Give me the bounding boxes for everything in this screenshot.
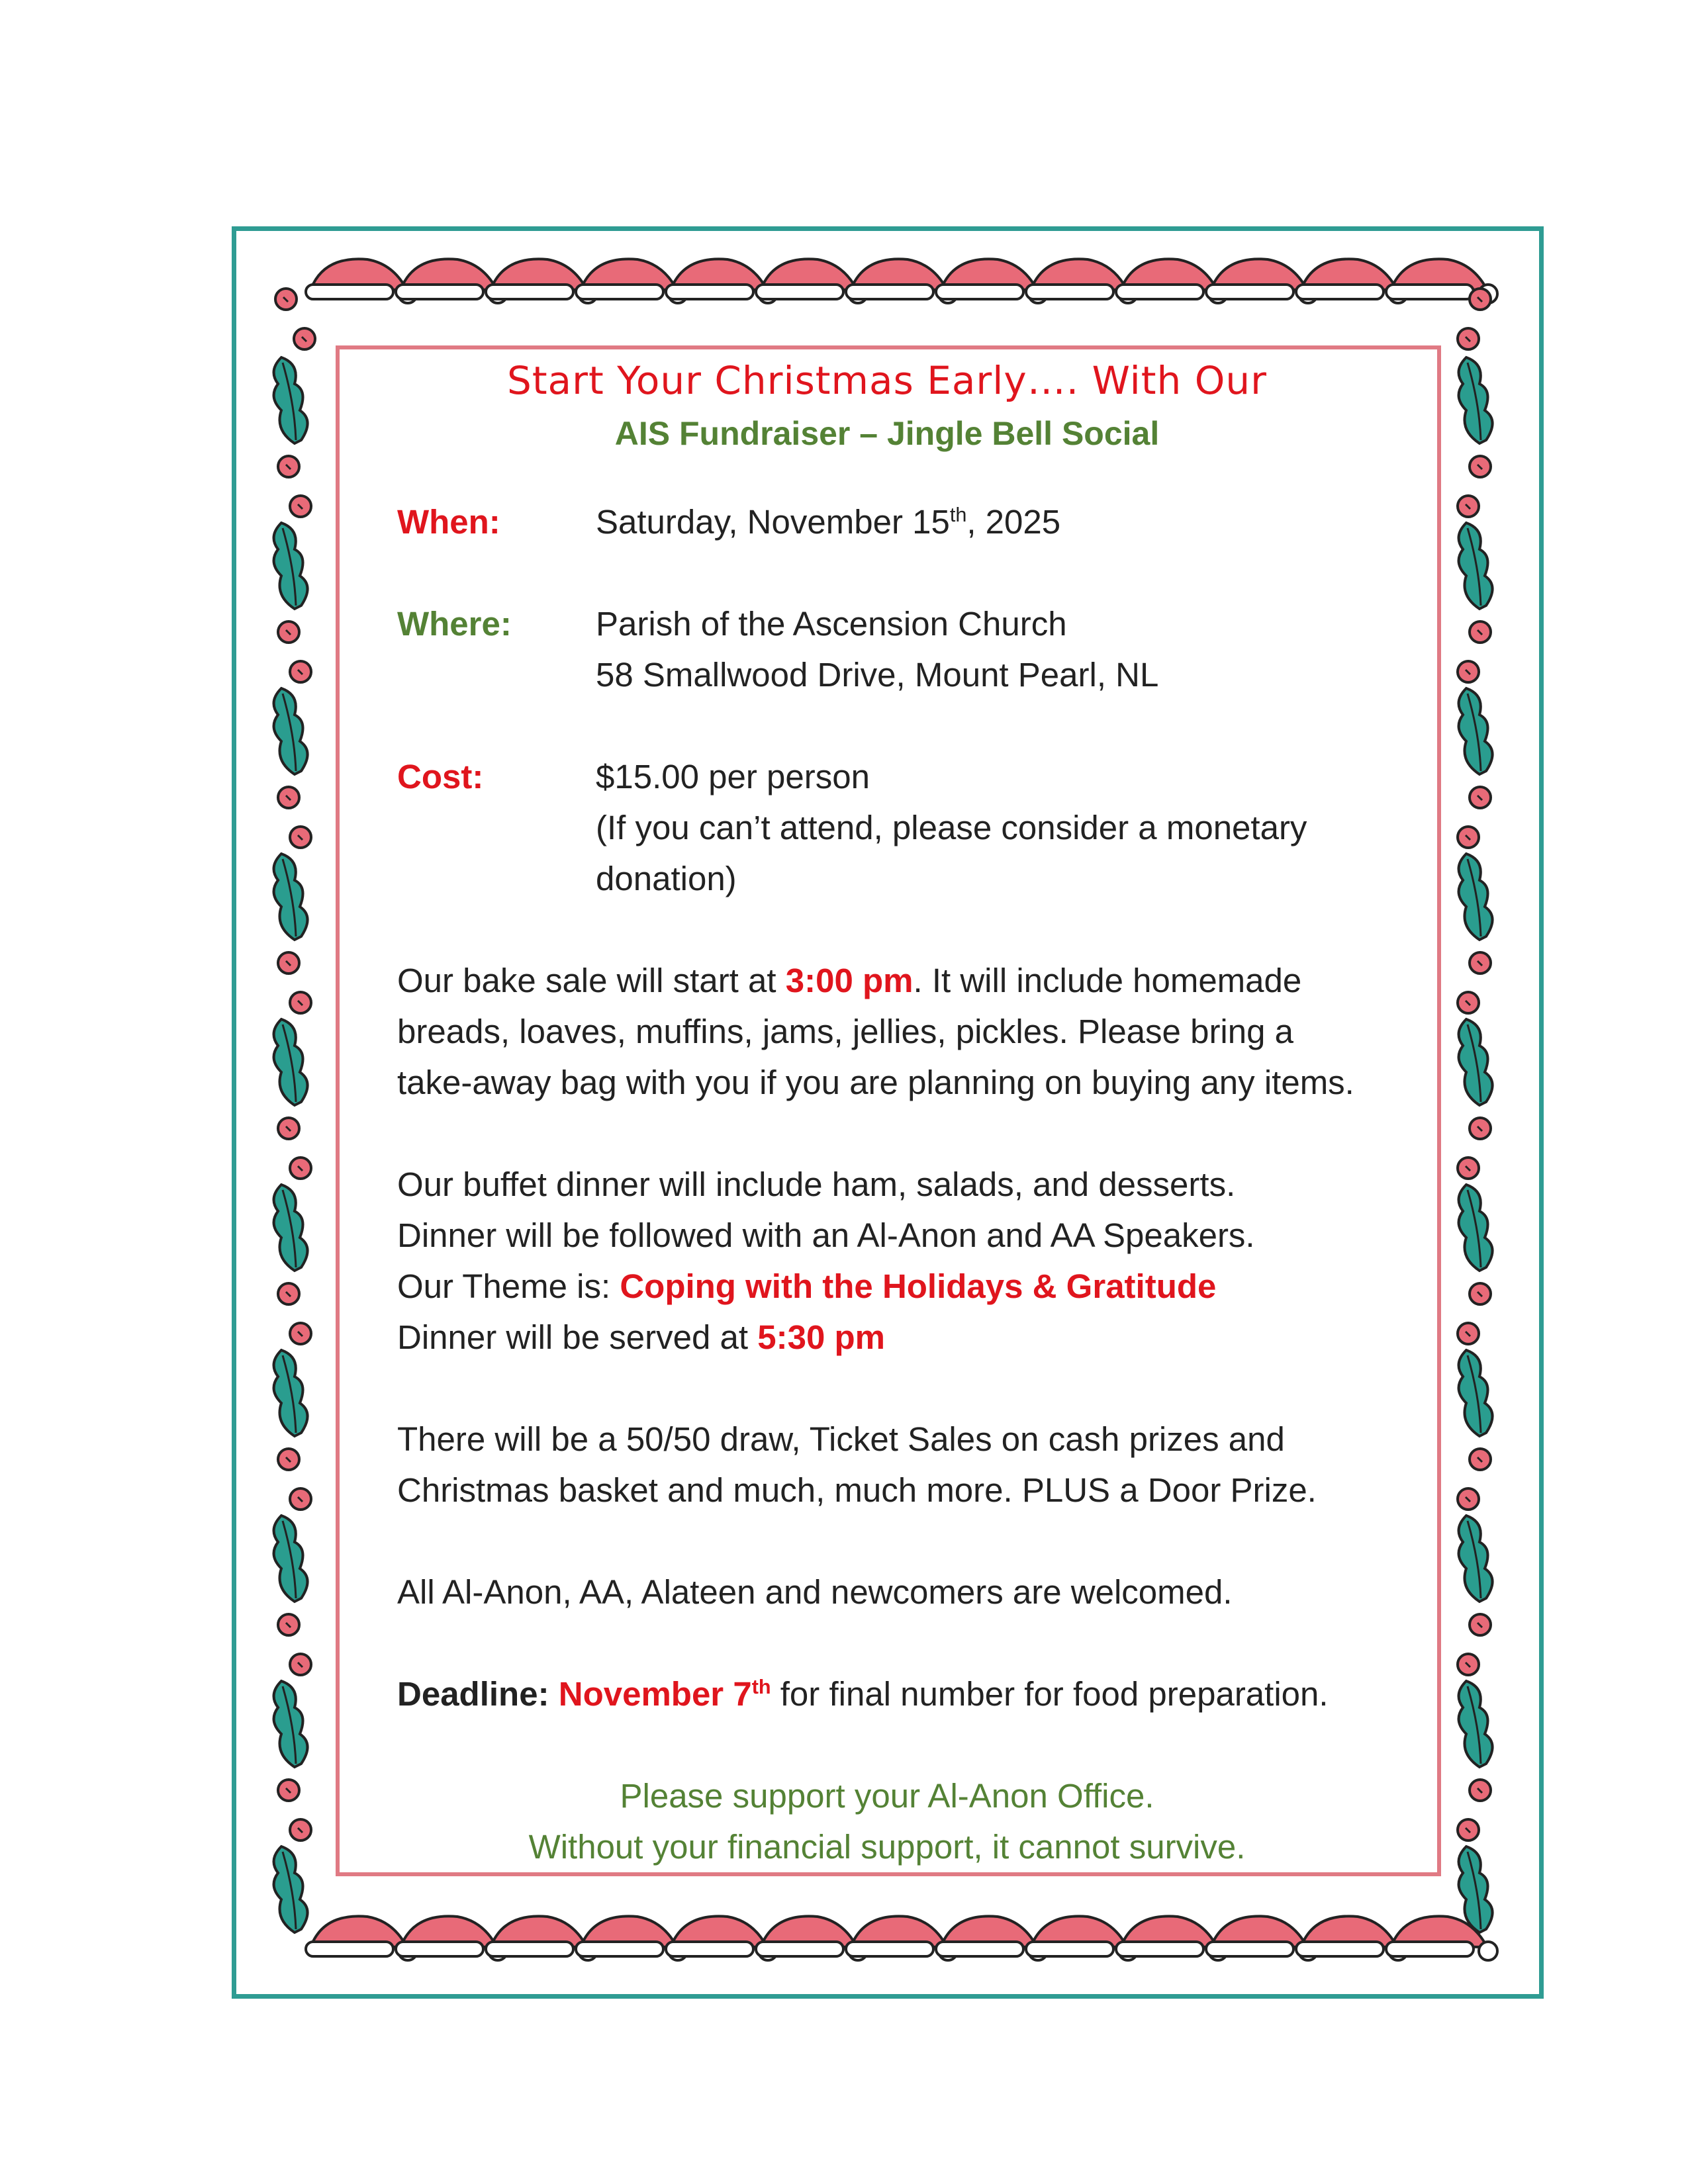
deadline-label: Deadline: <box>397 1675 559 1713</box>
bake-sale-time: 3:00 pm <box>785 962 914 999</box>
cost-line-3: donation) <box>596 860 737 897</box>
where-row <box>397 598 1417 700</box>
when-value: Saturday, November 15th, 2025 <box>596 503 1061 541</box>
cost-label: Cost: <box>397 758 484 796</box>
footer-line-2: Without your financial support, it cannot survive. <box>528 1828 1246 1866</box>
bake-sale-paragraph: Our bake sale will start at 3:00 pm. It will include homemade breads, loaves, muffins, jams, jellies, pickles. Please bring a take-away bag with you if you are planning on buying any items. <box>397 962 1354 1101</box>
where-line-1: Parish of the Ascension Church <box>596 605 1067 643</box>
where-label: Where: <box>397 605 512 643</box>
hat-row-bottom <box>306 1916 1497 1960</box>
welcome-paragraph: All Al-Anon, AA, Alateen and newcomers are welcomed. <box>397 1573 1233 1611</box>
footer-line-1: Please support your Al-Anon Office. <box>620 1777 1154 1815</box>
cost-row <box>397 751 1417 904</box>
deadline-date: November 7th <box>558 1675 771 1713</box>
flyer-content <box>397 351 1417 1872</box>
right-column-decor <box>1458 289 1493 1933</box>
when-label: When: <box>397 503 500 541</box>
theme-text: Coping with the Holidays & Gratitude <box>620 1267 1217 1305</box>
cost-line-1: $15.00 per person <box>596 758 870 796</box>
flyer-subtitle: AIS Fundraiser – Jingle Bell Social <box>614 415 1160 452</box>
dinner-time: 5:30 pm <box>757 1318 885 1356</box>
deadline-paragraph: Deadline: November 7th for final number for food preparation. <box>397 1675 1329 1713</box>
where-line-2: 58 Smallwood Drive, Mount Pearl, NL <box>596 656 1159 694</box>
cost-line-2: (If you can’t attend, please consider a monetary <box>596 809 1307 846</box>
when-row <box>397 496 1417 547</box>
flyer-title: Start Your Christmas Early…. With Our <box>507 358 1267 403</box>
left-column-decor <box>274 289 315 1933</box>
dinner-paragraph: Our buffet dinner will include ham, salads, and desserts. Dinner will be followed with an Al-Anon and AA Speakers. Our Theme is: Coping with the Holidays & Gratitude Dinner will be served at 5:30 pm <box>397 1165 1255 1356</box>
hat-row-top <box>306 259 1497 303</box>
where-value <box>596 598 1417 700</box>
cost-value <box>596 751 1417 904</box>
draw-paragraph: There will be a 50/50 draw, Ticket Sales on cash prizes and Christmas basket and much, much more. PLUS a Door Prize. <box>397 1420 1317 1509</box>
